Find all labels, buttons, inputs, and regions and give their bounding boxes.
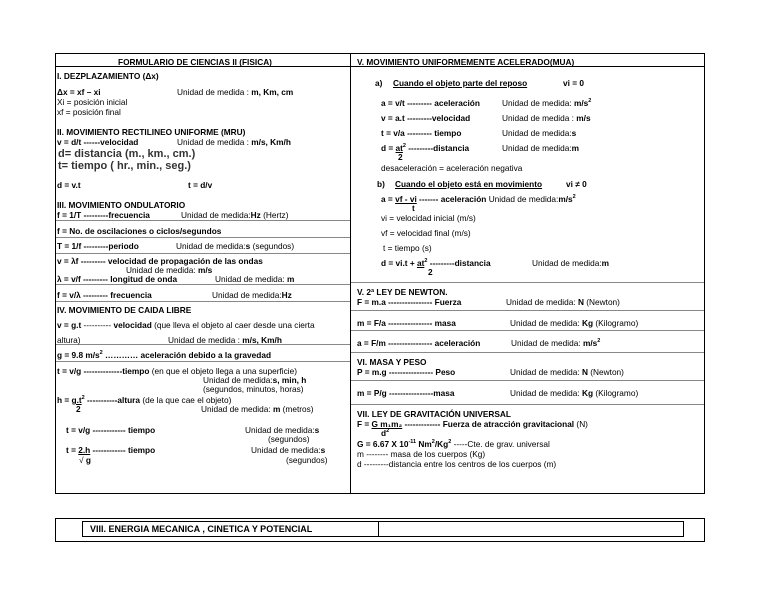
formula-tiempo-raiz-denominator: √ g [79,455,91,465]
row-separator [351,310,704,311]
definition-tiempo: t= tiempo ( hr., min., seg.) [58,160,191,172]
row-separator [56,284,350,285]
unit-velocidad-reposo: Unidad de medida : m/s [502,113,591,123]
formula-frecuencia-lambda: f = v/λ --------- frecuencia [57,290,152,300]
row-separator [56,361,350,362]
formula-distancia-movimiento: $d = vi.t + at^2$ ---------distancia [381,258,491,268]
section-title-masa-peso: VI. MASA Y PESO [357,357,427,367]
unit-masa-newton: Unidad de medida: Kg (Kilogramo) [510,318,639,328]
formula-gravitacion: F = G m₁m₂ ------------- Fuerza de atracción gravitacional (N) [357,419,588,429]
formula-distancia-mru: d = v.t [57,180,81,190]
definition-distancia: d= distancia (m., km., cm.) [58,148,196,160]
unit-velocidad-caida: Unidad de medida : m/s, Km/h [168,335,282,345]
unit-periodo: Unidad de medida:s (segundos) [176,241,295,251]
unit-tiempo-raiz-detail: (segundos) [286,455,328,465]
formula-tiempo-caida: t = v/g --------------tiempo (en que el objeto llega a una superficie) [57,366,298,376]
formula-velocidad-caida: v = g.t ---------- velocidad (que lleva el objeto al caer desde una cierta [57,320,315,330]
formula-longitud-onda: λ = v/f --------- longitud de onda [57,274,178,284]
unit-tiempo-raiz: Unidad de medida:s [251,445,326,455]
mua-case-b-title: Cuando el objeto está en movimiento [395,179,543,189]
section-title-gravitacion: VII. LEY DE GRAVITACIÓN UNIVERSAL [357,409,511,419]
formula-periodo: T = 1/f ---------periodo [57,241,139,251]
section-title-mru: II. MOVIMIENTO RECTILINEO UNIFORME (MRU) [57,127,246,137]
mua-case-a-title: Cuando el objeto parte del reposo [393,78,528,88]
definition-frecuencia: f = No. de oscilaciones o ciclos/segundos [57,226,222,236]
formula-velocidad-onda: v = λf --------- velocidad de propagación de las ondas [57,256,263,266]
unit-tiempo-reposo: Unidad de medida:s [502,128,577,138]
formula-altura: $h = g.t^2$ -----------altura (de la que cae el objeto) [57,395,232,405]
section-title-energia: VIII. ENERGIA MECANICA , CINETICA Y POTENCIAL [90,524,313,534]
formula-velocidad-mru: v = d/t ------velocidad [57,137,139,147]
definition-d-gravitacion: d ---------distancia entre los centros de los cuerpos (m) [357,459,557,469]
mua-case-a-vi: vi = 0 [563,78,584,88]
unit-frecuencia: Unidad de medida:Hz (Hertz) [181,210,289,220]
unit-aceleracion-newton: Unidad de medida: $m/s^2$ [511,338,601,348]
formula-tiempo-vg: t = v/g ------------ tiempo [66,425,156,435]
definition-t: t = tiempo (s) [383,243,432,253]
row-separator [351,404,704,405]
unit-velocidad-onda: Unidad de medida: m/s [126,265,213,275]
row-separator [56,237,350,238]
unit-aceleracion-reposo: Unidad de medida: $m/s^2$ [502,98,592,108]
unit-tiempo-caida: Unidad de medida:s, min, h [203,375,307,385]
formula-velocidad-caida-cont: altura) [57,335,81,345]
formula-aceleracion-movimiento: a = vf - vi ------- aceleración Unidad de $medida:m/s^2$ [381,194,576,204]
formula-constante-g: G = 6.67 X $10^{-11}$ Nm$^2$/Kg$^2$ -----Cte. de grav. universal [357,439,550,449]
formula-aceleracion-newton: a = F/m ---------------- aceleración [357,338,481,348]
bottom-section-divider [378,521,379,537]
mua-case-b-vi: vi ≠ 0 [566,179,587,189]
formula-frecuencia: f = 1/T ---------frecuencia [57,210,150,220]
formula-altura-denominator: 2 [76,404,81,414]
unit-velocidad-mru: Unidad de medida : m/s, Km/h [177,137,291,147]
unit-peso: Unidad de medida: N (Newton) [510,367,624,377]
formula-masa-newton: m = F/a ---------------- masa [357,318,456,328]
unit-desplazamiento: Unidad de medida : m, Km, cm [177,87,294,97]
definition-xf: xf = posición final [57,107,121,117]
definition-vf: vf = velocidad final (m/s) [381,228,471,238]
row-separator [351,330,704,331]
unit-tiempo-caida-detail: (segundos, minutos, horas) [203,384,304,394]
unit-altura: Unidad de medida: m (metros) [201,404,314,414]
formula-tiempo-mru: t = d/v [188,180,213,190]
formula-fuerza: F = m.a ---------------- Fuerza [357,297,462,307]
formula-peso: P = m.g ---------------- Peso [357,367,456,377]
formula-gravitacion-denominator: $d^2$ [381,428,390,438]
unit-distancia-movimiento: Unidad de medida:m [532,258,610,268]
formula-gravedad: g = 9.8 $m/s^2$ ………… aceleración debido a la gravedad [57,350,272,360]
section-title-desplazamiento: I. DEZPLAZAMIENTO (Δx) [57,71,159,81]
formula-desplazamiento: Δx = xf – xi [57,87,101,97]
unit-tiempo-vg-detail: (segundos) [268,434,310,444]
mua-case-b-label: b) [377,179,385,189]
definition-desaceleracion: desaceleración = aceleración negativa [381,163,523,173]
definition-vi: vi = velocidad inicial (m/s) [381,213,476,223]
formula-velocidad-reposo: v = a.t ---------velocidad [381,113,471,123]
section-title-mua: V. MOVIMIENTO UNIFORMEMENTE ACELERADO(MUA) [357,57,575,67]
mua-case-a-label: a) [375,78,383,88]
section-title-caida-libre: IV. MOVIMIENTO DE CAIDA LIBRE [57,305,192,315]
section-title-newton: V. 2ª LEY DE NEWTON. [357,287,448,297]
formula-tiempo-reposo: t = v/a --------- tiempo [381,128,462,138]
formula-distancia-movimiento-denominator: 2 [428,267,433,277]
unit-frecuencia-lambda: Unidad de medida:Hz [212,290,292,300]
unit-longitud-onda: Unidad de medida: m [215,274,295,284]
sheet-title: FORMULARIO DE CIENCIAS II (FISICA) [118,57,272,67]
formula-distancia-reposo: $d = at^2$ ---------distancia [381,143,470,153]
row-separator [56,220,350,221]
formula-tiempo-raiz: t = 2.h ------------ tiempo [66,445,156,455]
formula-distancia-reposo-denominator: 2 [398,152,403,162]
row-separator [351,282,704,283]
formula-masa-peso: m = P/g ----------------masa [357,388,455,398]
unit-tiempo-vg: Unidad de medida:s [245,425,320,435]
definition-xi: Xi = posición inicial [57,97,128,107]
formula-aceleracion-movimiento-denominator: t [412,203,415,213]
column-divider [350,53,351,494]
unit-masa-peso: Unidad de medida: Kg (Kilogramo) [510,388,639,398]
sqrt-icon: √ [79,455,84,465]
unit-distancia-reposo: Unidad de medida:m [502,143,580,153]
row-separator [56,301,350,302]
unit-fuerza: Unidad de medida: N (Newton) [506,297,620,307]
row-separator [351,352,704,353]
definition-m-gravitacion: m -------- masa de los cuerpos (Kg) [357,449,486,459]
section-title-ondulatorio: III. MOVIMIENTO ONDULATORIO [57,200,186,210]
row-separator [56,253,350,254]
row-separator [351,380,704,381]
formula-aceleracion-reposo: a = v/t --------- aceleración [381,98,480,108]
